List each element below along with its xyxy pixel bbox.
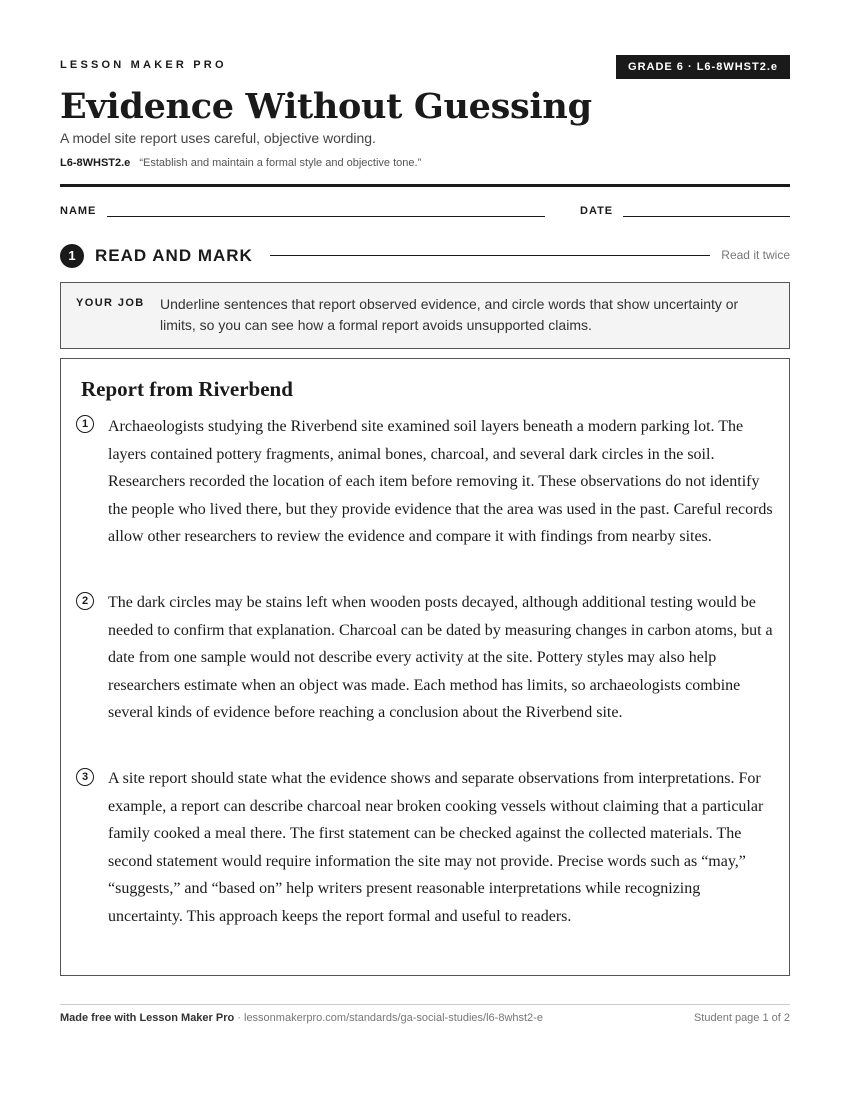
footer-made-with: Made free with Lesson Maker Pro [60,1012,235,1024]
section-rule [270,255,710,256]
paragraph-2: The dark circles may be stains left when wooden posts decayed, although additional testing would be needed to confirm that explanation. Charcoal can be dated by measuring changes in carbon atoms, but a date from one sample would not describe every activity at the site. Pottery styles may also help researchers estimate when an object was made. Each method has limits, so archaeologists combine several kinds of evidence before reaching a conclusion about the Riverbend site. [108,594,773,721]
page-title: Evidence Without Guessing [60,86,592,127]
name-field[interactable] [107,216,545,217]
paragraph-number-1: 1 [76,415,94,433]
section-note: Read it twice [721,248,790,262]
name-label: NAME [60,205,97,217]
your-job-box [60,282,790,349]
reading-passage-box [60,358,790,976]
date-field[interactable] [623,216,790,217]
footer-url[interactable]: · lessonmakerpro.com/standards/ga-social-studies/l6-8whst2-e [234,1012,543,1024]
standard-code: L6-8WHST2.e [60,157,131,169]
standard-line [60,157,421,169]
paragraph-1: Archaeologists studying the Riverbend site examined soil layers beneath a modern parking lot. The layers contained pottery fragments, animal bones, charcoal, and several dark circles in the soil. Researchers recorded the location of each item before removing it. These observations do not identify the people who lived there, but they provide evidence that the area was used in the past. Careful records allow other researchers to review the evidence and compare it with findings from nearby sites. [108,418,773,545]
reading-title: Report from Riverbend [81,377,293,401]
page-subtitle: A model site report uses careful, objective wording. [60,130,376,146]
date-label: DATE [580,205,614,217]
header-row [60,55,790,79]
header-divider [60,184,790,187]
footer-page-number: Student page 1 of 2 [693,1012,790,1024]
paragraph-number-3: 3 [76,768,94,786]
paragraph-number-2: 2 [76,592,94,610]
name-date-fields [60,205,790,219]
brand-name: LESSON MAKER PRO [60,59,227,71]
grade-badge: GRADE 6 · L6-8WHST2.e [616,55,790,79]
paragraph-3: A site report should state what the evidence shows and separate observations from interpretations. For example, a report can describe charcoal near broken cooking vessels without claiming that a particular family cooked a meal there. The first statement can be checked against the collected materials. The second statement would require information the site may not provide. Precise words such as “may,” “suggests,” and “based on” help writers present reasonable interpretations while recognizing uncertainty. This approach keeps the report formal and useful to readers. [108,770,764,925]
section-title: READ AND MARK [95,246,253,265]
footer-divider [60,1004,790,1005]
footer [60,1012,790,1024]
standard-quote: “Establish and maintain a formal style and objective tone.” [139,157,422,169]
your-job-text: Underline sentences that report observed evidence, and circle words that show uncertainty or limits, so you can see how a formal report avoids unsupported claims. [160,296,739,333]
your-job-label: YOUR JOB [76,297,145,309]
section-header [60,243,790,267]
section-number-badge: 1 [60,244,84,268]
